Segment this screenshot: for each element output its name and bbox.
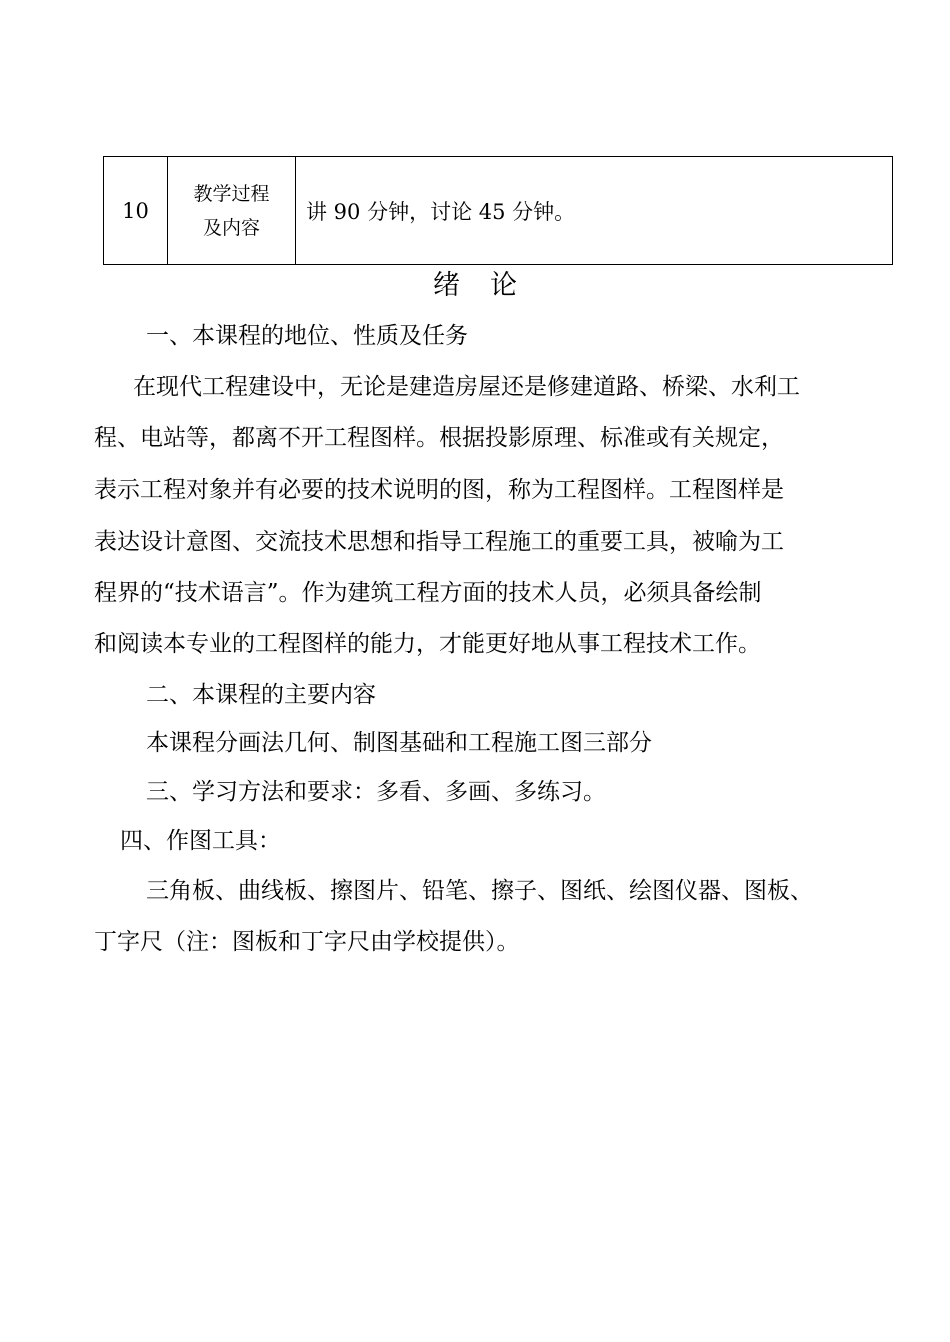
heading-char-2: 论 <box>490 270 517 301</box>
section-1-para-line: 程、电站等，都离不开工程图样。根据投影原理、标准或有关规定， <box>94 425 784 451</box>
heading-char-1: 绪 <box>433 270 460 301</box>
row-content: 讲 90 分钟，讨论 45 分钟。 <box>296 157 893 265</box>
section-4-para-line: 丁字尺（注：图板和丁字尺由学校提供）。 <box>94 929 520 955</box>
section-4-title: 四、作图工具： <box>120 828 281 854</box>
section-3-text: 三、学习方法和要求：多看、多画、多练习。 <box>146 779 606 805</box>
page-heading <box>0 266 950 306</box>
section-1-para-line: 表示工程对象并有必要的技术说明的图，称为工程图样。工程图样是 <box>94 477 784 503</box>
section-2-text: 本课程分画法几何、制图基础和工程施工图三部分 <box>146 730 652 756</box>
row-label-line2: 及内容 <box>202 216 260 239</box>
row-label <box>168 157 296 265</box>
row-number: 10 <box>104 157 168 265</box>
section-4-para-line: 三角板、曲线板、擦图片、铅笔、擦子、图纸、绘图仪器、图板、 <box>146 878 813 904</box>
section-1-para-line: 和阅读本专业的工程图样的能力，才能更好地从事工程技术工作。 <box>94 631 761 657</box>
section-1-title: 一、本课程的地位、性质及任务 <box>146 323 468 349</box>
section-2-title: 二、本课程的主要内容 <box>146 682 376 708</box>
section-1-para-line: 在现代工程建设中，无论是建造房屋还是修建道路、桥梁、水利工 <box>133 374 800 400</box>
section-1-para-line: 程界的“技术语言”。作为建筑工程方面的技术人员，必须具备绘制 <box>94 580 762 606</box>
section-1-para-line: 表达设计意图、交流技术思想和指导工程施工的重要工具，被喻为工 <box>94 529 784 555</box>
course-info-table <box>103 156 893 265</box>
table-row <box>104 157 893 265</box>
row-label-line1: 教学过程 <box>193 182 270 205</box>
